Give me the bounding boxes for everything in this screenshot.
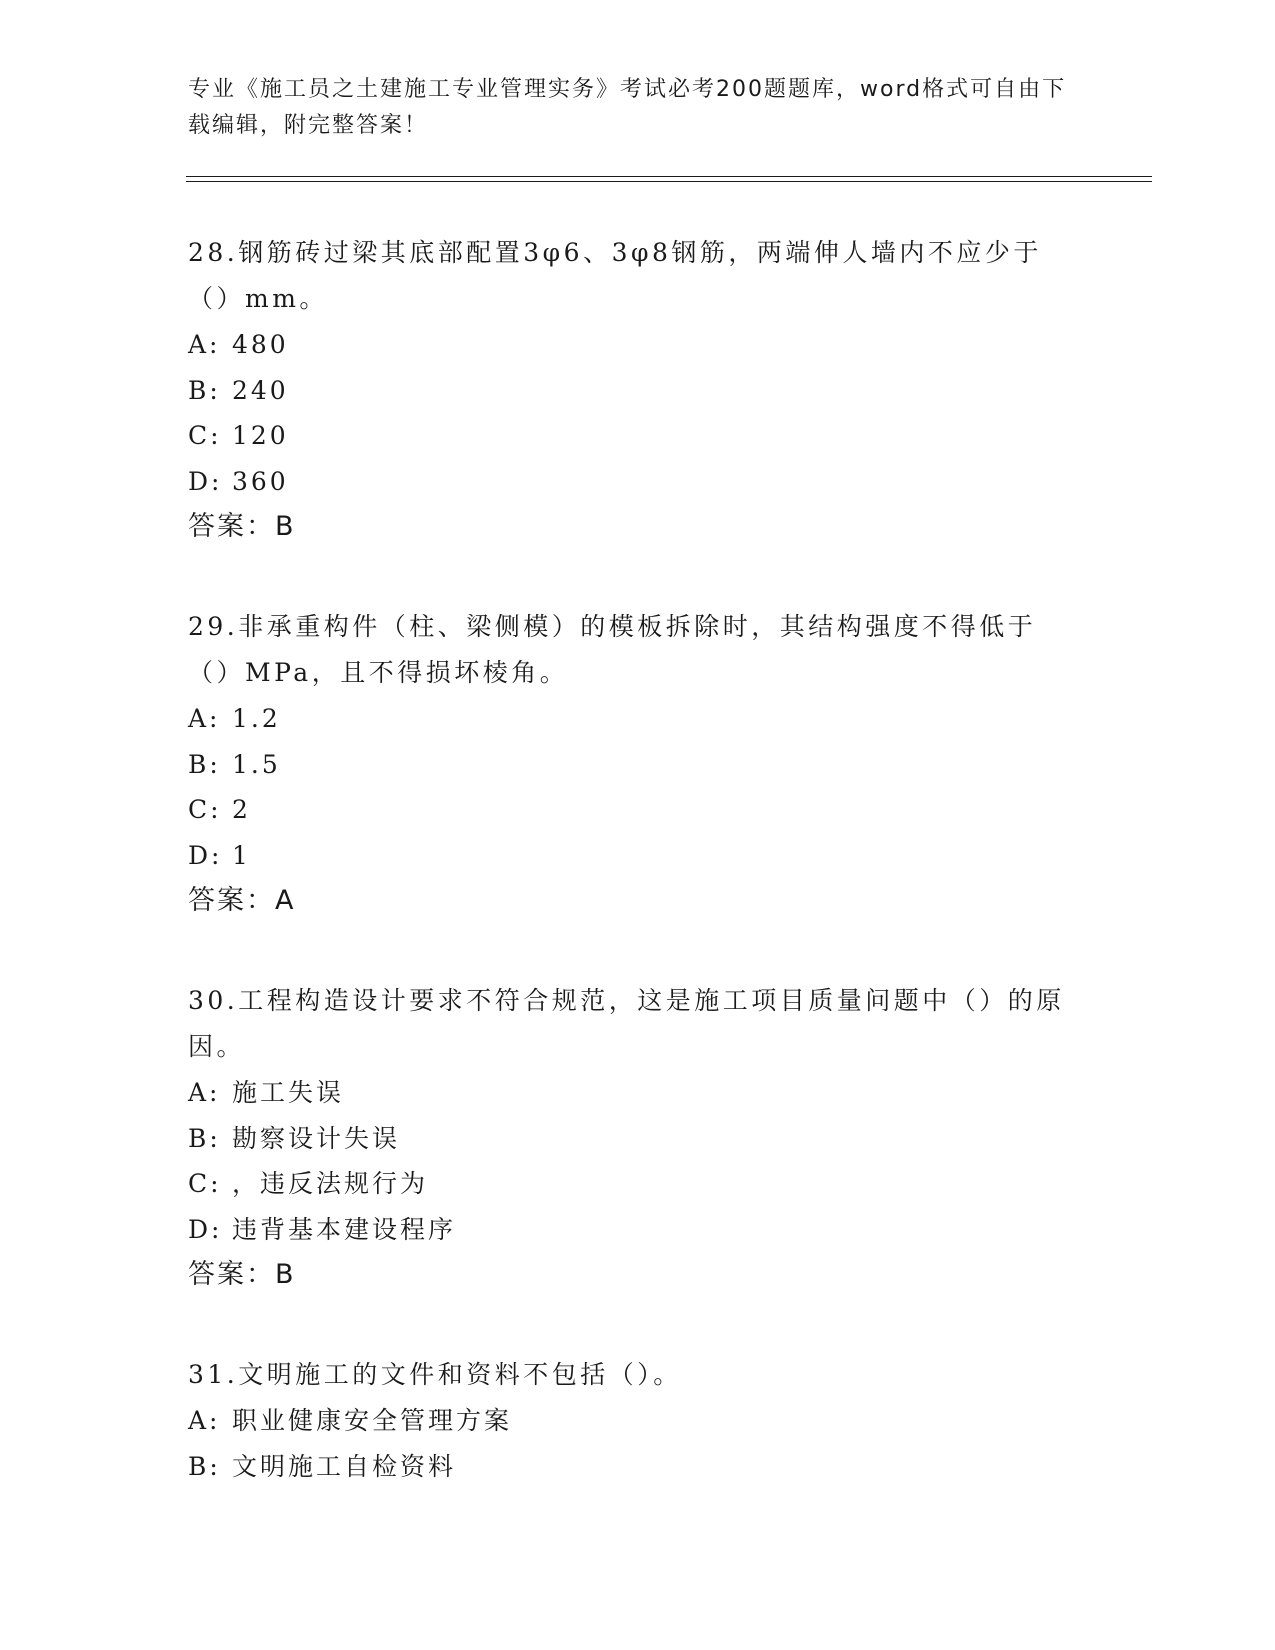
option-text: 480 <box>232 330 289 359</box>
option-key: D: <box>188 1214 223 1244</box>
option-text: 1.5 <box>232 749 281 779</box>
option-c <box>188 787 1068 833</box>
option-text: 文明施工自检资料 <box>232 1451 457 1481</box>
option-text: 1 <box>232 840 251 870</box>
option-key: A: <box>188 704 221 733</box>
option-key: A: <box>188 1406 221 1435</box>
question-stem: 28.钢筋砖过梁其底部配置3φ6、3φ8钢筋，两端伸人墙内不应少于（）mm。 <box>188 238 1042 313</box>
option-key: A: <box>188 330 221 359</box>
answer-line: 答案：B <box>188 511 296 542</box>
header-rule-bottom <box>186 181 1152 182</box>
question-stem: 29.非承重构件（柱、梁侧模）的模板拆除时，其结构强度不得低于（）MPa，且不得损坏棱角。 <box>188 612 1037 687</box>
answer-line: 答案：B <box>188 1259 296 1290</box>
option-text: 1.2 <box>232 704 281 733</box>
option-text: 勘察设计失误 <box>232 1123 401 1153</box>
option-a <box>188 1398 1068 1444</box>
option-text: 240 <box>232 375 289 405</box>
question-stem: 30.工程构造设计要求不符合规范，这是施工项目质量问题中（）的原因。 <box>188 986 1065 1061</box>
option-b <box>188 742 1068 788</box>
option-key: B: <box>188 375 221 405</box>
question-stem: 31.文明施工的文件和资料不包括（）。 <box>188 1360 682 1389</box>
option-d <box>188 1207 1068 1253</box>
option-c <box>188 1161 1068 1207</box>
question-28 <box>188 230 1068 550</box>
option-a <box>188 696 1068 742</box>
option-key: A: <box>188 1078 221 1107</box>
option-text: 职业健康安全管理方案 <box>232 1406 513 1435</box>
option-b <box>188 1116 1068 1162</box>
option-key: D: <box>188 840 223 870</box>
header-rule-top <box>186 176 1152 177</box>
option-text: 360 <box>232 466 289 496</box>
option-d <box>188 459 1068 505</box>
option-key: B: <box>188 1123 221 1153</box>
option-key: C: <box>188 421 222 450</box>
question-29 <box>188 604 1068 924</box>
option-b <box>188 1444 1068 1490</box>
option-text: 施工失误 <box>232 1078 345 1107</box>
option-key: C: <box>188 1169 222 1198</box>
option-b <box>188 368 1068 414</box>
option-text: ，违反法规行为 <box>232 1169 429 1198</box>
option-a <box>188 1070 1068 1116</box>
option-c <box>188 413 1068 459</box>
option-key: B: <box>188 1451 221 1481</box>
option-a <box>188 322 1068 368</box>
option-text: 120 <box>232 421 289 450</box>
answer-line: 答案：A <box>188 885 296 916</box>
question-list <box>188 230 1068 1543</box>
option-text: 违背基本建设程序 <box>232 1214 457 1244</box>
document-header: 专业《施工员之土建施工专业管理实务》考试必考200题题库，word格式可自由下载编辑，附完整答案！ <box>188 77 1067 138</box>
option-d <box>188 833 1068 879</box>
option-key: B: <box>188 749 221 779</box>
option-key: C: <box>188 795 222 824</box>
question-31 <box>188 1352 1068 1489</box>
option-text: 2 <box>232 795 251 824</box>
question-30 <box>188 978 1068 1298</box>
option-key: D: <box>188 466 223 496</box>
